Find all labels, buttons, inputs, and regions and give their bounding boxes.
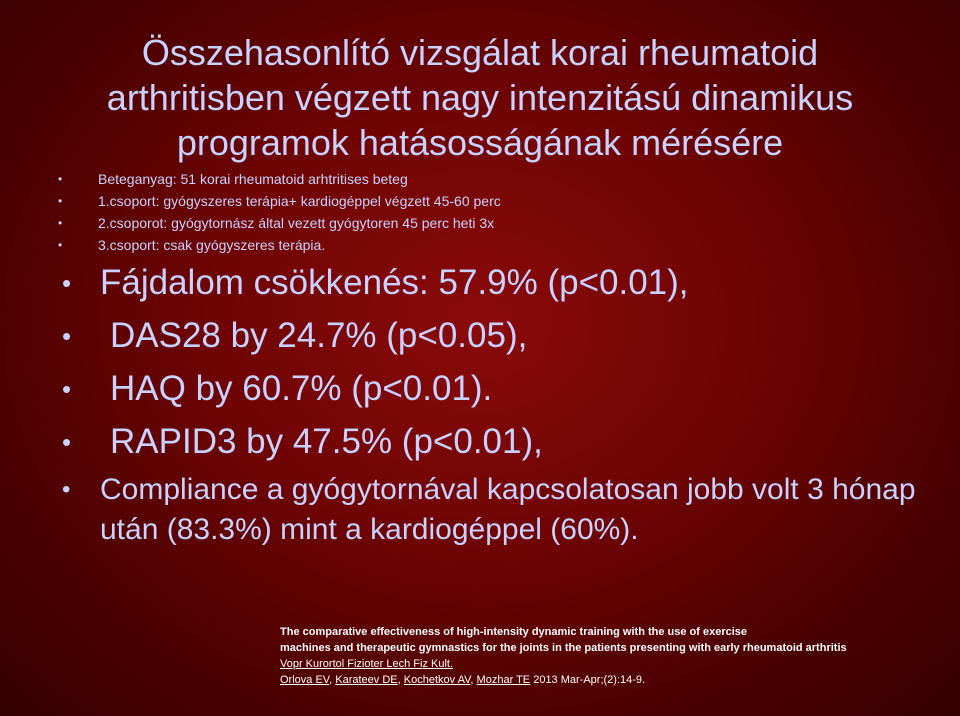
title-line: Összehasonlító vizsgálat korai rheumatoid bbox=[141, 32, 819, 73]
reference-title-line: machines and therapeutic gymnastics for the joints in the patients presenting with early rheumatoid arthritis bbox=[280, 642, 847, 654]
list-item bbox=[58, 212, 918, 234]
result-text: Fájdalom csökkenés: 57.9% (p<0.01), bbox=[100, 263, 689, 302]
result-text: RAPID3 by 47.5% (p<0.01), bbox=[110, 422, 543, 461]
author-link[interactable]: Mozhar TE bbox=[476, 674, 531, 686]
compliance-item bbox=[62, 470, 922, 550]
list-item bbox=[62, 313, 942, 366]
list-item bbox=[62, 260, 942, 313]
list-item bbox=[62, 366, 942, 419]
title-line: arthritisben végzett nagy intenzitású dinamikus bbox=[106, 77, 854, 118]
reference-title-line: The comparative effectiveness of high-intensity dynamic training with the use of exercise bbox=[280, 626, 748, 638]
bullet-icon: • bbox=[58, 216, 63, 230]
bullet-icon: • bbox=[62, 268, 72, 298]
list-item bbox=[58, 168, 918, 190]
slide-title bbox=[0, 30, 960, 165]
list-item-text: 2.csoporot: gyógytornász által vezett gyógytoren 45 perc heti 3x bbox=[98, 215, 495, 231]
result-text: DAS28 by 24.7% (p<0.05), bbox=[110, 316, 528, 355]
bullet-icon: • bbox=[58, 238, 63, 252]
compliance-text: Compliance a gyógytornával kapcsolatosan jobb volt 3 hónap után (83.3%) mint a kardiogéppel (60%). bbox=[100, 473, 916, 546]
list-item-text: Beteganyag: 51 korai rheumatoid arhtritises beteg bbox=[98, 171, 408, 187]
author-link[interactable]: Orlova EV bbox=[280, 674, 330, 686]
bullet-icon: • bbox=[62, 427, 72, 457]
citation-text: 2013 Mar-Apr;(2):14-9. bbox=[533, 674, 646, 686]
bullet-icon: • bbox=[62, 476, 71, 503]
bullet-icon: • bbox=[62, 321, 72, 351]
list-item-text: 3.csoport: csak gyógyszeres terápia. bbox=[98, 237, 326, 253]
bullet-icon: • bbox=[58, 194, 63, 208]
author-link[interactable]: Kochetkov AV bbox=[403, 674, 471, 686]
reference bbox=[280, 624, 950, 688]
title-line: programok hatásosságának mérésére bbox=[176, 122, 784, 163]
list-item bbox=[58, 234, 918, 256]
result-text: HAQ by 60.7% (p<0.01). bbox=[110, 369, 493, 408]
study-groups-list bbox=[58, 168, 918, 256]
bullet-icon: • bbox=[62, 374, 72, 404]
list-item bbox=[62, 419, 942, 472]
author-line: Orlova EV, Karateev DE, Kochetkov AV, Mozhar TE 2013 Mar-Apr;(2):14-9. bbox=[280, 674, 646, 686]
author-link[interactable]: Karateev DE bbox=[335, 674, 398, 686]
results-list bbox=[62, 260, 942, 472]
bullet-icon: • bbox=[58, 172, 63, 186]
journal-link[interactable]: Vopr Kurortol Fizioter Lech Fiz Kult. bbox=[280, 658, 454, 670]
list-item bbox=[58, 190, 918, 212]
list-item-text: 1.csoport: gyógyszeres terápia+ kardiogéppel végzett 45-60 perc bbox=[98, 193, 501, 209]
